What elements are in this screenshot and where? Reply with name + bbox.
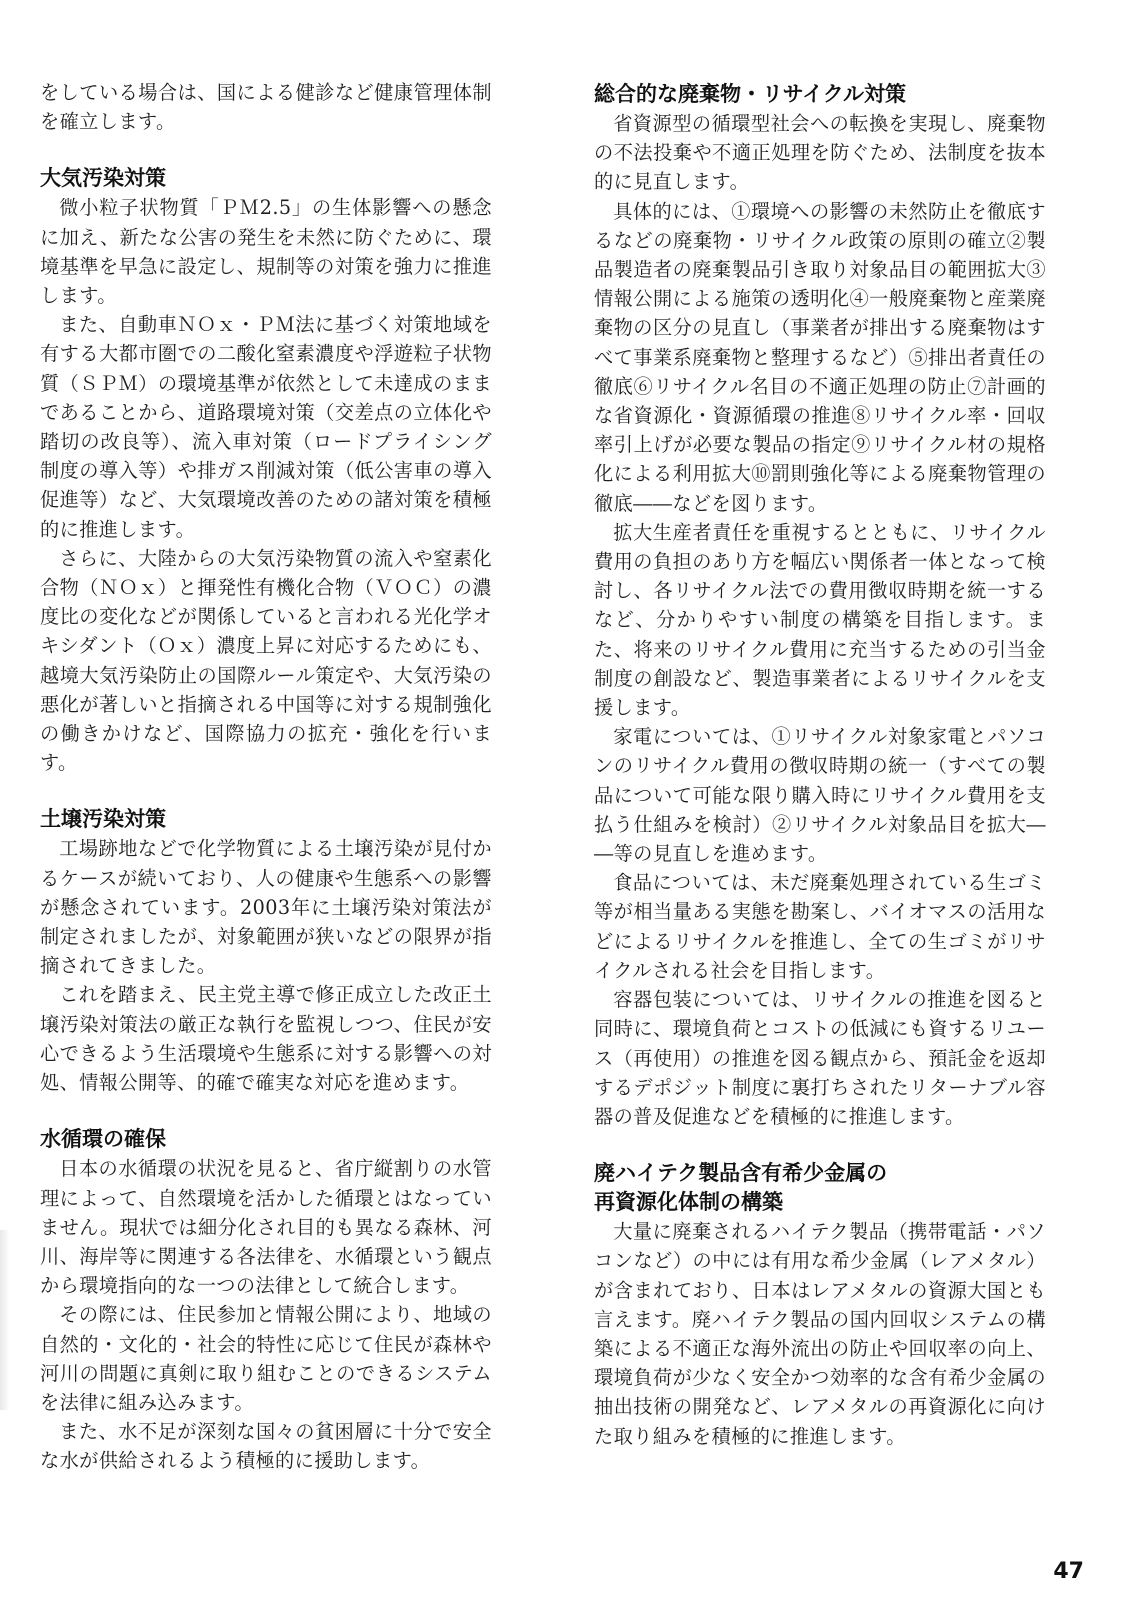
waste-recycling-paragraph-1: 省資源型の循環型社会への転換を実現し、廃棄物の不法投棄や不適正処理を防ぐため、法制度を抜本的に見直します。 [594, 112, 1046, 194]
left-column [40, 78, 492, 1476]
water-cycle-paragraph-3: また、水不足が深刻な国々の貧困層に十分で安全な水が供給されるよう積極的に援助します。 [40, 1420, 492, 1473]
section-waste-recycling [594, 80, 1046, 1131]
heading-air-pollution: 大気汚染対策 [40, 166, 166, 191]
waste-recycling-paragraph-5: 食品については、未だ廃棄処理されている生ゴミ等が相当量ある実態を勘案し、バイオマスの活用などによるリサイクルを推進し、全ての生ゴミがリサイクルされる社会を目指します。 [594, 871, 1046, 982]
soil-pollution-paragraph-2: これを踏まえ、民主党主導で修正成立した改正土壌汚染対策法の厳正な執行を監視しつつ、住民が安心できるよう生活環境や生態系に対する影響への対処、情報公開等、的確で確実な対応を進めます。 [40, 983, 492, 1095]
section-water-cycle [40, 1125, 492, 1475]
heading-water-cycle: 水循環の確保 [40, 1127, 166, 1152]
page-number: 47 [1053, 1559, 1084, 1584]
air-pollution-paragraph-3: さらに、大陸からの大気汚染物質の流入や窒素化合物（ＮＯｘ）と揮発性有機化合物（ＶＯＣ）の濃度比の変化などが関係していると言われる光化学オキシダント（Ｏｘ）濃度上昇に対応するためにも、越境大気汚染防止の国際ルール策定や、大気汚染の悪化が著しいと指摘される中国等に対する規制強化の働きかけなど、国際協力の拡充・強化を行います。 [40, 546, 492, 775]
soil-pollution-paragraph-1: 工場跡地などで化学物質による土壌汚染が見付かるケースが続いており、人の健康や生態系への影響が懸念されています。2003年に土壌汚染対策法が制定されましたが、対象範囲が狭いなどの限界が指摘されてきました。 [40, 837, 492, 978]
waste-recycling-paragraph-2: 具体的には、①環境への影響の未然防止を徹底するなどの廃棄物・リサイクル政策の原則の確立②製品製造者の廃棄製品引き取り対象品目の範囲拡大③情報公開による施策の透明化④一般廃棄物と産業廃棄物の区分の見直し（事業者が排出する廃棄物はすべて事業系廃棄物と整理するなど）⑤排出者責任の徹底⑥リサイクル名目の不適正処理の防止⑦計画的な省資源化・資源循環の推進⑧リサイクル率・回収率引上げが必要な製品の指定⑨リサイクル材の規格化による利用拡大⑩罰則強化等による廃棄物管理の徹底――などを図ります。 [594, 199, 1046, 515]
section-soil-pollution [40, 805, 492, 1097]
air-pollution-paragraph-1: 微小粒子状物質「ＰＭ2.5」の生体影響への懸念に加え、新たな公害の発生を未然に防ぐために、環境基準を早急に設定し、規制等の対策を強力に推進します。 [40, 196, 492, 308]
heading-rare-metals-line-1: 廃ハイテク製品含有希少金属の [594, 1161, 888, 1186]
right-column [594, 80, 1046, 1451]
heading-rare-metals-line-2: 再資源化体制の構築 [594, 1190, 783, 1215]
intro-paragraph: をしている場合は、国による健診など健康管理体制を確立します。 [40, 81, 492, 134]
waste-recycling-paragraph-4: 家電については、①リサイクル対象家電とパソコンのリサイクル費用の徴収時期の統一（すべての製品について可能な限り購入時にリサイクル費用を支払う仕組みを検討）②リサイクル対象品目を拡大――等の見直しを進めます。 [594, 725, 1046, 866]
water-cycle-paragraph-2: その際には、住民参加と情報公開により、地域の自然的・文化的・社会的特性に応じて住民が森林や河川の問題に真剣に取り組むことのできるシステムを法律に組み込みます。 [40, 1303, 492, 1414]
water-cycle-paragraph-1: 日本の水循環の状況を見ると、省庁縦割りの水管理によって、自然環境を活かした循環とはなっていません。現状では細分化され目的も異なる森林、河川、海岸等に関連する各法律を、水循環という観点から環境指向的な一つの法律として統合します。 [40, 1157, 492, 1298]
heading-waste-recycling: 総合的な廃棄物・リサイクル対策 [594, 82, 907, 106]
waste-recycling-paragraph-3: 拡大生産者責任を重視するとともに、リサイクル費用の負担のあり方を幅広い関係者一体となって検討し、各リサイクル法での費用徴収時期を統一するなど、分かりやすい制度の構築を目指します。また、将来のリサイクル費用に充当するための引当金制度の創設など、製造事業者によるリサイクルを支援します。 [594, 520, 1046, 720]
page-edge-shadow [0, 1230, 10, 1410]
heading-soil-pollution: 土壌汚染対策 [40, 807, 166, 832]
waste-recycling-paragraph-6: 容器包装については、リサイクルの推進を図ると同時に、環境負荷とコストの低減にも資するリユース（再使用）の推進を図る観点から、預託金を返却するデポジット制度に裏打ちされたリターナブル容器の普及促進などを積極的に推進します。 [594, 988, 1046, 1128]
section-air-pollution [40, 164, 492, 777]
heading-rare-metals [594, 1159, 1046, 1217]
rare-metals-paragraph-1: 大量に廃棄されるハイテク製品（携帯電話・パソコンなど）の中には有用な希少金属（レアメタル）が含まれており、日本はレアメタルの資源大国とも言えます。廃ハイテク製品の国内回収システムの構築による不適正な海外流出の防止や回収率の向上、環境負荷が少なく安全かつ効率的な含有希少金属の抽出技術の開発など、レアメタルの再資源化に向けた取り組みを積極的に推進します。 [594, 1220, 1046, 1448]
air-pollution-paragraph-2: また、自動車ＮＯｘ・ＰＭ法に基づく対策地域を有する大都市圏での二酸化窒素濃度や浮遊粒子状物質（ＳＰＭ）の環境基準が依然として未達成のままであることから、道路環境対策（交差点の立体化や踏切の改良等）、流入車対策（ロードプライシング制度の導入等）や排ガス削減対策（低公害車の導入促進等）など、大気環境改善のための諸対策を積極的に推進します。 [40, 313, 492, 541]
section-rare-metals [594, 1159, 1046, 1451]
